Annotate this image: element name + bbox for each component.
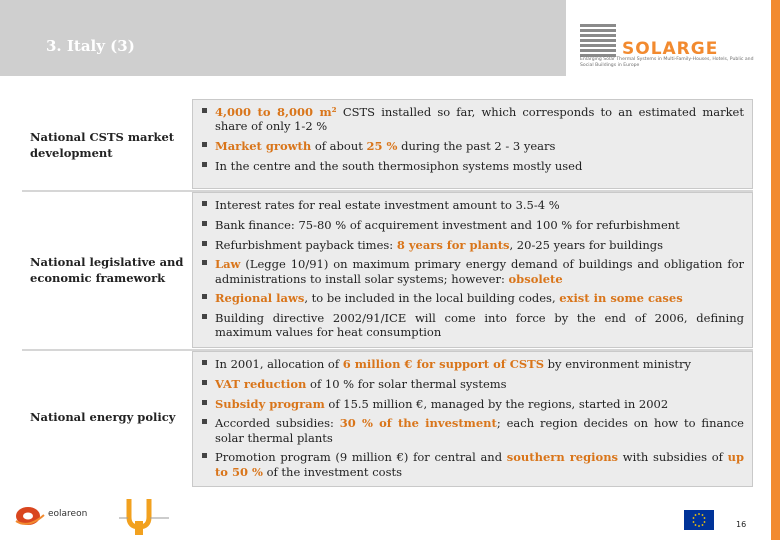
solarge-logo: [580, 24, 760, 84]
eu-flag-icon: [684, 510, 714, 530]
bullet-list: [193, 352, 752, 479]
bullet-item: [215, 198, 744, 212]
university-logo-icon: [119, 497, 169, 535]
partner-name: eolareon: [48, 509, 88, 519]
highlight-text: 4,000 to 8,000 m²: [215, 105, 337, 119]
section-label: National energy policy: [30, 410, 176, 424]
bullet-text: of about: [311, 139, 367, 153]
section-content: [192, 99, 753, 189]
bullet-text: during the past 2 - 3 years: [397, 139, 556, 153]
section-energy-policy: [22, 351, 753, 487]
section-content: [192, 192, 753, 348]
logo-bars-icon: [580, 24, 616, 59]
bullet-text: (Legge 10/91) on maximum primary energy demand of buildings and obligation for administrations to install solar systems; however:: [215, 257, 744, 286]
slide-title: 3. Italy (3): [46, 37, 135, 55]
highlight-text: Regional laws: [215, 291, 305, 306]
accent-stripe: [771, 0, 780, 540]
bullet-item: [215, 311, 744, 339]
bullet-item: [215, 159, 744, 173]
bullet-item: [215, 450, 744, 478]
bullet-item: [215, 416, 744, 444]
bullet-text: with subsidies of: [618, 450, 728, 465]
section-label: National legislative and economic framework: [30, 255, 184, 285]
page-number: 16: [736, 520, 747, 529]
bullet-text: Bank finance: 75-80 % of acquirement investment and 100 % for refurbishment: [215, 217, 680, 232]
bullet-text: In the centre and the south thermosiphon systems mostly used: [215, 158, 583, 173]
highlight-text: southern regions: [506, 450, 619, 465]
highlight-text: 25 %: [366, 139, 398, 153]
bullet-text: of the investment costs: [262, 464, 402, 479]
highlight-text: Market growth: [215, 139, 312, 153]
bullet-text: In 2001, allocation of: [215, 357, 343, 371]
bullet-list: [193, 193, 752, 340]
bullet-text: of 15.5 million €, managed by the regions, started in 2002: [324, 396, 669, 411]
highlight-text: obsolete: [508, 271, 563, 286]
bullet-text: , 20-25 years for buildings: [509, 237, 663, 252]
bullet-item: [215, 377, 744, 391]
bullet-item: [215, 357, 744, 371]
highlight-text: up to 50 %: [215, 450, 744, 479]
eolareon-logo-icon: [14, 505, 46, 527]
highlight-text: 30 % of the investment: [339, 416, 497, 431]
bullet-text: Accorded subsidies:: [215, 416, 340, 431]
bullet-item: [215, 218, 744, 232]
highlight-text: 6 million € for support of CSTS: [342, 357, 545, 371]
bullet-text: Interest rates for real estate investment amount to 3.5-4 %: [215, 198, 560, 212]
bullet-list: [193, 100, 752, 173]
partner-logos: [14, 497, 214, 537]
highlight-text: Law: [215, 257, 241, 272]
bullet-text: , to be included in the local building codes,: [304, 291, 560, 306]
bullet-item: [215, 238, 744, 252]
logo-brand: SOLARGE: [622, 39, 719, 59]
section-legislative: [22, 192, 753, 348]
bullet-item: [215, 257, 744, 285]
section-market: [22, 99, 753, 189]
title-bar: [0, 0, 566, 76]
highlight-text: Subsidy program: [215, 396, 325, 411]
bullet-item: [215, 105, 744, 133]
bullet-item: [215, 139, 744, 153]
bullet-text: of 10 % for solar thermal systems: [306, 376, 507, 391]
bullet-item: [215, 291, 744, 305]
section-content: [192, 351, 753, 487]
highlight-text: exist in some cases: [559, 291, 683, 306]
bullet-text: ; each region decides on how to finance solar thermal plants: [215, 416, 744, 445]
bullet-text: Refurbishment payback times:: [215, 237, 397, 252]
highlight-text: 8 years for plants: [396, 237, 510, 252]
bullet-text: Building directive 2002/91/ICE will come into force by the end of 2006, defining maximum values for heat consumption: [215, 311, 744, 340]
bullet-item: [215, 397, 744, 411]
highlight-text: VAT reduction: [215, 376, 307, 391]
section-label: National CSTS market development: [30, 130, 175, 160]
logo-tagline: Enlarging Solar Thermal Systems in Multi-Family-Houses, Hotels, Public and Social Buildings in Europe: [580, 57, 754, 68]
bullet-text: Promotion program (9 million €) for central and: [215, 450, 507, 465]
bullet-text: CSTS installed so far, which corresponds to an estimated market share of only 1-2 %: [215, 105, 744, 134]
bullet-text: by environment ministry: [544, 357, 691, 371]
